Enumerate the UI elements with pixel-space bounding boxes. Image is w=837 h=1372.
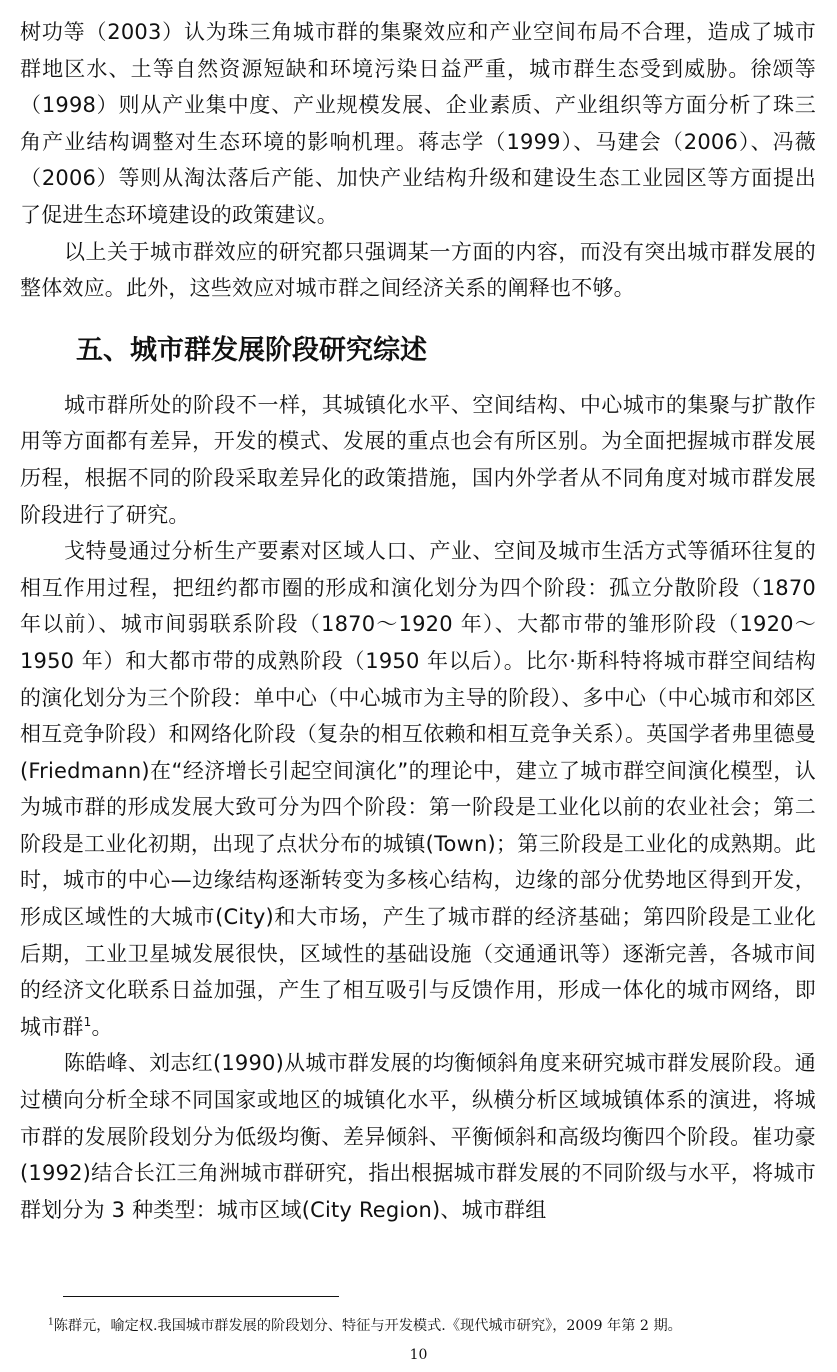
paragraph-3: 城市群所处的阶段不一样，其城镇化水平、空间结构、中心城市的集聚与扩散作用等方面都有差异，开发的模式、发展的重点也会有所区别。为全面把握城市群发展历程，根据不同的阶段采取差异化的政策措施，国内外学者从不同角度对城市群发展阶段进行了研究。 — [20, 392, 816, 527]
footnote — [48, 1316, 808, 1336]
footnote-divider — [63, 1296, 339, 1297]
footnote-marker: 1 — [48, 1317, 54, 1328]
paragraph-4-end: 。 — [91, 1014, 113, 1039]
body-text — [20, 14, 816, 1228]
paragraph-4-text: 戈特曼通过分析生产要素对区域人口、产业、空间及城市生活方式等循环往复的相互作用过程，把纽约都市圈的形成和演化划分为四个阶段：孤立分散阶段（1870 年以前）、城市间弱联系阶段（1870～1920 年）、大都市带的雏形阶段（1920～1950 年）和大都市带的成熟阶段（1950 年以后）。比尔·斯科特将城市群空间结构的演化划分为三个阶段：单中心（中心城市为主导的阶段）、多中心（中心城市和郊区相互竞争阶段）和网络化阶段（复杂的相互依赖和相互竞争关系）。英国学者弗里德曼(Friedmann)在“经济增长引起空间演化”的理论中，建立了城市群空间演化模型，认为城市群的形成发展大致可分为四个阶段：第一阶段是工业化以前的农业社会；第二阶段是工业化初期，出现了点状分布的城镇(Town)；第三阶段是工业化的成熟期。此时，城市的中心—边缘结构逐渐转变为多核心结构，边缘的部分优势地区得到开发，形成区域性的大城市(City)和大市场，产生了城市群的经济基础；第四阶段是工业化后期，工业卫星城发展很快，区域性的基础设施（交通通讯等）逐渐完善，各城市间的经济文化联系日益加强，产生了相互吸引与反馈作用，形成一体化的城市网络，即城市群 — [20, 539, 816, 1039]
paragraph-5: 陈皓峰、刘志红(1990)从城市群发展的均衡倾斜角度来研究城市群发展阶段。通过横向分析全球不同国家或地区的城镇化水平，纵横分析区域城镇体系的演进，将城市群的发展阶段划分为低级均衡、差异倾斜、平衡倾斜和高级均衡四个阶段。崔功豪(1992)结合长江三角洲城市群研究，指出根据城市群发展的不同阶级与水平，将城市群划分为 3 种类型：城市区域(City Region)、城市群组 — [20, 1051, 816, 1222]
footnote-reference[interactable]: 1 — [83, 1014, 92, 1029]
footnote-text: 陈群元，喻定权.我国城市群发展的阶段划分、特征与开发模式.《现代城市研究》，2009 年第 2 期。 — [53, 1318, 682, 1334]
page-number: 10 — [409, 1347, 428, 1363]
paragraph-2: 以上关于城市群效应的研究都只强调某一方面的内容，而没有突出城市群发展的整体效应。此外，这些效应对城市群之间经济关系的阐释也不够。 — [20, 239, 816, 301]
paragraph-1: 树功等（2003）认为珠三角城市群的集聚效应和产业空间布局不合理，造成了城市群地区水、土等自然资源短缺和环境污染日益严重，城市群生态受到威胁。徐颂等（1998）则从产业集中度、产业规模发展、企业素质、产业组织等方面分析了珠三角产业结构调整对生态环境的影响机理。蒋志学（1999）、马建会（2006）、冯薇（2006）等则从淘汰落后产能、加快产业结构升级和建设生态工业园区等方面提出了促进生态环境建设的政策建议。 — [20, 20, 816, 227]
section-heading: 五、城市群发展阶段研究综述 — [76, 334, 427, 366]
paragraph-4 — [20, 533, 816, 1045]
